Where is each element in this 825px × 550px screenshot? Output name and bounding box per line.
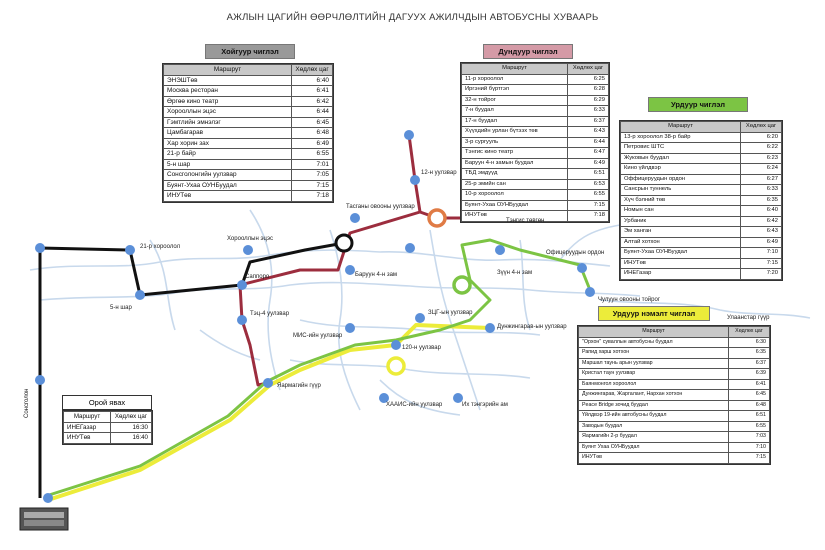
- stop-name: Буянт-Ухаа ОУНБуудал: [164, 180, 292, 191]
- stop-name: Алтай хотхон: [621, 237, 741, 248]
- departure-time: 7:01: [292, 159, 333, 170]
- label-chuluun: Чулуун овооны тойрог: [598, 297, 661, 303]
- stop-name: Маршал таунь арын уулзвар: [579, 358, 729, 369]
- departure-time: 6:35: [741, 195, 782, 206]
- schedule-row: [462, 95, 609, 106]
- column-route: Маршрут: [579, 327, 729, 338]
- schedule-row: [579, 400, 770, 411]
- column-route: Маршрут: [64, 412, 111, 423]
- schedule-row: [621, 143, 782, 154]
- route-east: [46, 240, 590, 496]
- stop-name: Сонсголонгийн уулзвар: [164, 170, 292, 181]
- column-route: Маршрут: [462, 64, 568, 75]
- schedule-row: [462, 85, 609, 96]
- schedule-row: [64, 422, 152, 433]
- evening-schedule-table: [62, 410, 153, 445]
- stop-name: ИНУТөв: [579, 453, 729, 464]
- label-tavan-zam4: Тэц-4 уулзвар: [250, 311, 290, 317]
- schedule-row: [462, 148, 609, 159]
- departure-time: 6:47: [568, 148, 609, 159]
- stop-name: Хар хорин зах: [164, 138, 292, 149]
- departure-time: 6:29: [568, 95, 609, 106]
- stop-name: Петровис ШТС: [621, 143, 741, 154]
- stop-name: Сансрын туннель: [621, 185, 741, 196]
- label-dunjingarav: Дунжингарав-ын уулзвар: [497, 324, 567, 330]
- stop-name: Эм ханган: [621, 227, 741, 238]
- schedule-row: [164, 138, 333, 149]
- stop-name: ИНЕГазар: [64, 422, 111, 433]
- bus-depot-icon: [20, 508, 68, 530]
- schedule-row: [621, 206, 782, 217]
- column-time: Хөдлөх цаг: [741, 122, 782, 133]
- stop-name: 21-р байр: [164, 149, 292, 160]
- schedule-row: [462, 137, 609, 148]
- stop-name: Буянт Ухаа ОУНБуудал: [579, 442, 729, 453]
- schedule-row: [621, 237, 782, 248]
- extra-schedule-table: [577, 325, 771, 465]
- schedule-row: [579, 453, 770, 464]
- departure-time: 6:28: [568, 85, 609, 96]
- schedule-row: [621, 227, 782, 238]
- departure-time: 6:35: [729, 348, 770, 359]
- departure-time: 6:45: [729, 390, 770, 401]
- label-haais: ХААИС-ийн уулзвар: [386, 402, 443, 408]
- departure-time: 6:55: [568, 190, 609, 201]
- stop-name: ИНУТөв: [64, 433, 111, 444]
- schedule-row: [621, 258, 782, 269]
- departure-time: 6:49: [292, 138, 333, 149]
- departure-time: 16:30: [111, 422, 152, 433]
- departure-time: 6:23: [741, 153, 782, 164]
- schedule-row: [164, 75, 333, 86]
- stop-name: Номын сан: [621, 206, 741, 217]
- departure-time: 6:55: [729, 421, 770, 432]
- label-ulaanstar: Улаанстар гүүр: [727, 315, 770, 321]
- stop-name: ИНУТөв: [164, 191, 292, 202]
- label-khoroolol21: 21-р хороолол: [140, 244, 181, 250]
- stop-name: ЭНЭШТөв: [164, 75, 292, 86]
- schedule-row: [462, 179, 609, 190]
- stop-name: Кино үйлдвэр: [621, 164, 741, 175]
- middle-schedule-header: Дундуур чиглэл: [483, 44, 573, 59]
- label-zuun4: Зүүн 4-н зам: [497, 270, 533, 276]
- departure-time: 6:55: [292, 149, 333, 160]
- label-officer: Офицеруудын ордон: [546, 250, 605, 256]
- column-route: Маршрут: [621, 122, 741, 133]
- schedule-row: [579, 337, 770, 348]
- schedule-row: [579, 348, 770, 359]
- evening-schedule-header: Орой явах: [62, 395, 152, 410]
- schedule-row: [164, 170, 333, 181]
- departure-time: 6:22: [741, 143, 782, 154]
- departure-time: 7:20: [741, 269, 782, 280]
- schedule-row: [621, 269, 782, 280]
- stop-name: Яармагийн 2-р буудал: [579, 432, 729, 443]
- terminal-southeast-ring: [388, 358, 404, 374]
- schedule-row: [621, 248, 782, 259]
- departure-time: 6:33: [568, 106, 609, 117]
- stop-name: 25-р эмийн сан: [462, 179, 568, 190]
- departure-time: 6:44: [292, 107, 333, 118]
- departure-time: 6:24: [741, 164, 782, 175]
- west-schedule-header: Хойгуур чиглэл: [205, 44, 295, 59]
- schedule-row: [462, 158, 609, 169]
- schedule-row: [462, 200, 609, 211]
- stop-name: 3-р сургууль: [462, 137, 568, 148]
- stop-name: Гэмтлийн эмнэлэг: [164, 117, 292, 128]
- terminal-north-ring: [429, 210, 445, 226]
- departure-time: 6:25: [568, 74, 609, 85]
- stop-name: 10-р хороолол: [462, 190, 568, 201]
- schedule-row: [579, 358, 770, 369]
- east-schedule-table: [619, 120, 783, 281]
- departure-time: 6:20: [741, 132, 782, 143]
- label-yarmag: Яармагийн гүүр: [277, 383, 321, 389]
- stop-name: Хүүхдийн урлан бүтээх төв: [462, 127, 568, 138]
- stop-name: Москва ресторан: [164, 86, 292, 97]
- extra-schedule-header: Урдуур нэмэлт чиглэл: [598, 306, 710, 321]
- schedule-row: [164, 117, 333, 128]
- schedule-row: [462, 74, 609, 85]
- schedule-row: [164, 86, 333, 97]
- stop-name: Хорооллын эцэс: [164, 107, 292, 118]
- stop-name: Кристал таун уулзвар: [579, 369, 729, 380]
- departure-time: 6:27: [741, 174, 782, 185]
- schedule-row: [621, 164, 782, 175]
- schedule-row: [579, 421, 770, 432]
- departure-time: 6:53: [568, 179, 609, 190]
- stop-name: Рапид харш хотхон: [579, 348, 729, 359]
- schedule-row: [579, 390, 770, 401]
- stop-name: 13-р хороолол 38-р байр: [621, 132, 741, 143]
- label-tengis: Тэнгис төвгөн: [506, 218, 545, 224]
- column-route: Маршрут: [164, 65, 292, 76]
- departure-time: 7:18: [292, 191, 333, 202]
- departure-time: 7:18: [568, 211, 609, 222]
- departure-time: 6:33: [741, 185, 782, 196]
- schedule-row: [164, 149, 333, 160]
- stop-name: Буянт-Ухаа ОУНБуудал: [462, 200, 568, 211]
- schedule-row: [462, 127, 609, 138]
- stop-name: 11-р хороолол: [462, 74, 568, 85]
- departure-time: 7:15: [729, 453, 770, 464]
- column-time: Хөдлөх цаг: [292, 65, 333, 76]
- departure-time: 6:41: [292, 86, 333, 97]
- label-tavan-shar: 5-н шар: [110, 305, 132, 311]
- departure-time: 6:43: [568, 127, 609, 138]
- schedule-row: [621, 195, 782, 206]
- stop-name: "Орхон" суваллын автобусны буудал: [579, 337, 729, 348]
- schedule-row: [621, 174, 782, 185]
- west-schedule-table: [162, 63, 334, 203]
- stop-name: ИНЕГазар: [621, 269, 741, 280]
- stop-name: Баруун 4-н замын буудал: [462, 158, 568, 169]
- stop-name: ИНУТөв: [462, 211, 568, 222]
- schedule-row: [621, 153, 782, 164]
- schedule-row: [64, 433, 152, 444]
- departure-time: 6:51: [568, 169, 609, 180]
- page-title: АЖЛЫН ЦАГИЙН ӨӨРЧЛӨЛТИЙН ДАГУУХ АЖИЛЧДЫН АВТОБУСНЫ ХУВААРЬ: [226, 12, 599, 23]
- schedule-row: [462, 169, 609, 180]
- stop-name: Өргөө кино театр: [164, 96, 292, 107]
- schedule-row: [621, 216, 782, 227]
- departure-time: 6:37: [568, 116, 609, 127]
- departure-time: 6:42: [741, 216, 782, 227]
- schedule-row: [164, 180, 333, 191]
- schedule-row: [579, 369, 770, 380]
- stop-name: Жуковын буудал: [621, 153, 741, 164]
- departure-time: 6:43: [741, 227, 782, 238]
- departure-time: 7:15: [292, 180, 333, 191]
- stop-name: 7-н буудал: [462, 106, 568, 117]
- departure-time: 6:51: [729, 411, 770, 422]
- stop-name: Дунжингарав, Жаргалант, Нархан хотхон: [579, 390, 729, 401]
- stop-name: Цамбагарав: [164, 128, 292, 139]
- middle-schedule-table: [460, 62, 610, 223]
- schedule-row: [579, 442, 770, 453]
- stop-name: 32-н тойрог: [462, 95, 568, 106]
- schedule-row: [621, 185, 782, 196]
- label-zcg: ЗЦГ-ын уулзвар: [428, 310, 473, 316]
- departure-time: 7:15: [568, 200, 609, 211]
- stop-name: ТБД эмдүүд: [462, 169, 568, 180]
- departure-time: 6:48: [729, 400, 770, 411]
- terminal-west-ring: [336, 235, 352, 251]
- departure-time: 6:40: [292, 75, 333, 86]
- schedule-row: [579, 411, 770, 422]
- schedule-row: [579, 379, 770, 390]
- departure-time: 6:45: [292, 117, 333, 128]
- schedule-row: [462, 190, 609, 201]
- label-mis: МИС-ийн уулзвар: [293, 333, 343, 339]
- schedule-row: [164, 107, 333, 118]
- departure-time: 7:03: [729, 432, 770, 443]
- label-tasgan: Тасганы овооны уулзвар: [346, 204, 415, 210]
- stop-name: ИНУТөв: [621, 258, 741, 269]
- stop-name: Заводын буудал: [579, 421, 729, 432]
- label-uulzvar120: 120-н уулзвар: [402, 345, 441, 351]
- schedule-row: [164, 96, 333, 107]
- departure-time: 6:42: [292, 96, 333, 107]
- label-sapporo: Саппоро: [245, 274, 270, 280]
- departure-time: 6:41: [729, 379, 770, 390]
- departure-time: 7:10: [741, 248, 782, 259]
- stop-name: Урбаник: [621, 216, 741, 227]
- departure-time: 16:40: [111, 433, 152, 444]
- label-baruun4: Баруун 4-н зам: [355, 272, 398, 278]
- stop-name: 17-н буудал: [462, 116, 568, 127]
- column-time: Хөдлөх цаг: [729, 327, 770, 338]
- schedule-row: [621, 132, 782, 143]
- stop-name: Иргэний бүртгэл: [462, 85, 568, 96]
- schedule-row: [164, 159, 333, 170]
- departure-time: 6:30: [729, 337, 770, 348]
- stop-name: Тэнгис кино театр: [462, 148, 568, 159]
- column-time: Хөдлөх цаг: [568, 64, 609, 75]
- schedule-row: [579, 432, 770, 443]
- label-uulzvar12: 12-н уулзвар: [421, 170, 457, 176]
- departure-time: 6:44: [568, 137, 609, 148]
- label-khoroolol-etses: Хорооллын эцэс: [227, 236, 274, 242]
- stop-name: Буянт-Ухаа ОУНБуудал: [621, 248, 741, 259]
- schedule-row: [164, 128, 333, 139]
- terminal-east-ring: [454, 277, 470, 293]
- departure-time: 6:37: [729, 358, 770, 369]
- stop-name: Үйлдвэр 19-ийн автобусны буудал: [579, 411, 729, 422]
- stop-name: Peace Bridge зочид буудал: [579, 400, 729, 411]
- departure-time: 7:05: [292, 170, 333, 181]
- departure-time: 6:48: [292, 128, 333, 139]
- stop-name: 5-н шар: [164, 159, 292, 170]
- schedule-row: [164, 191, 333, 202]
- departure-time: 6:49: [568, 158, 609, 169]
- column-time: Хөдлөх цаг: [111, 412, 152, 423]
- label-sonsgolon: Сонсголон: [24, 388, 30, 418]
- stop-name: Баянмонгол хороолол: [579, 379, 729, 390]
- schedule-row: [462, 116, 609, 127]
- schedule-row: [462, 106, 609, 117]
- stop-name: Оффицеруудын ордон: [621, 174, 741, 185]
- label-ikh-tenger: Их тэнгэрийн ам: [462, 402, 508, 408]
- departure-time: 6:49: [741, 237, 782, 248]
- departure-time: 7:10: [729, 442, 770, 453]
- departure-time: 6:40: [741, 206, 782, 217]
- departure-time: 7:15: [741, 258, 782, 269]
- east-schedule-header: Урдуур чиглэл: [648, 97, 748, 112]
- departure-time: 6:39: [729, 369, 770, 380]
- stop-name: Хүч бэлний төв: [621, 195, 741, 206]
